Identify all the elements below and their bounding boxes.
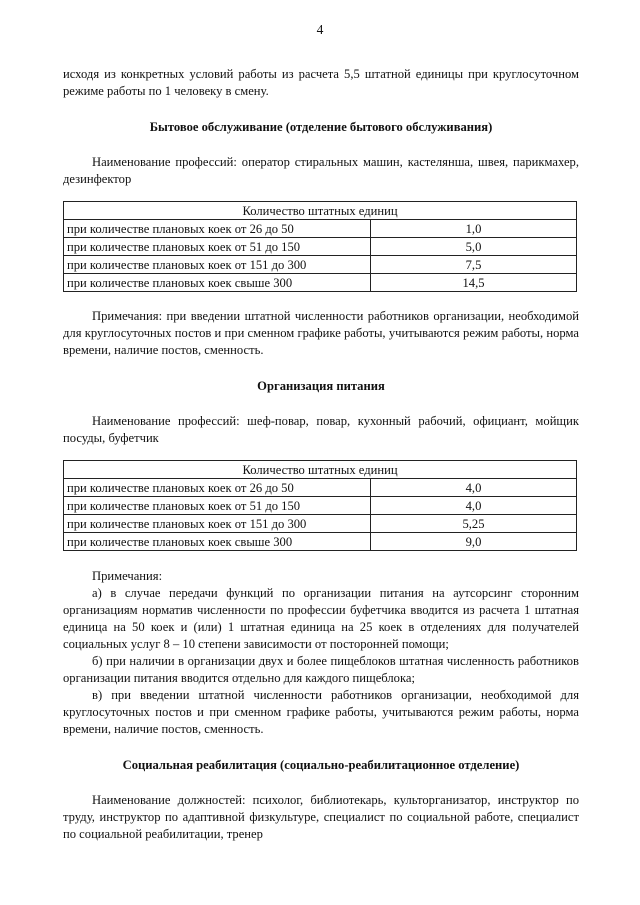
row-label: при количестве плановых коек от 151 до 300 — [64, 256, 371, 274]
staff-table-catering — [63, 460, 577, 551]
row-value: 4,0 — [371, 479, 577, 497]
table-row — [64, 274, 577, 292]
page-number: 4 — [316, 22, 324, 37]
note-item-a: а) в случае передачи функций по организации питания на аутсорсинг сторонним организациям норматив численности по профессии буфетчика вводится из расчета 1 штатная единица на 50 коек и (или) 1 штатная единица на 25 коек в отделениях для получателей социальных услуг 8 – 10 степени зависимости от посторонней помощи; — [63, 586, 579, 651]
row-value: 4,0 — [371, 497, 577, 515]
row-value: 5,25 — [371, 515, 577, 533]
section-heading-household: Бытовое обслуживание (отделение бытового обслуживания) — [149, 120, 493, 134]
table-row — [64, 515, 577, 533]
row-value: 1,0 — [371, 220, 577, 238]
row-label: при количестве плановых коек от 26 до 50 — [64, 220, 371, 238]
professions-household: Наименование профессий: оператор стиральных машин, кастелянша, швея, парикмахер, дезинфектор — [63, 155, 579, 186]
section-heading-catering: Организация питания — [257, 379, 385, 393]
row-label: при количестве плановых коек свыше 300 — [64, 274, 371, 292]
staff-table-household — [63, 201, 577, 292]
table-header-row — [64, 202, 577, 220]
table-row — [64, 479, 577, 497]
table-row — [64, 533, 577, 551]
table-header: Количество штатных единиц — [64, 461, 577, 479]
table-header-row — [64, 461, 577, 479]
positions-rehabilitation: Наименование должностей: психолог, библиотекарь, культорганизатор, инструктор по труду, инструктор по адаптивной физкультуре, специалист по социальной работе, специалист по социальной реабилитации, тренер — [63, 793, 579, 841]
intro-paragraph: исходя из конкретных условий работы из расчета 5,5 штатной единицы при круглосуточном режиме работы по 1 человеку в смену. — [63, 67, 579, 98]
row-label: при количестве плановых коек от 51 до 150 — [64, 238, 371, 256]
note-item-b: б) при наличии в организации двух и более пищеблоков штатная численность работников организации питания вводится отдельно для каждого пищеблока; — [63, 654, 579, 685]
row-label: при количестве плановых коек от 26 до 50 — [64, 479, 371, 497]
row-label: при количестве плановых коек от 151 до 300 — [64, 515, 371, 533]
row-label: при количестве плановых коек свыше 300 — [64, 533, 371, 551]
row-value: 5,0 — [371, 238, 577, 256]
row-value: 7,5 — [371, 256, 577, 274]
row-value: 14,5 — [371, 274, 577, 292]
professions-catering: Наименование профессий: шеф-повар, повар, кухонный рабочий, официант, мойщик посуды, буфетчик — [63, 414, 579, 445]
note-item-c: в) при введении штатной численности работников организации, необходимой для круглосуточных постов и при сменном графике работы, учитываются режим работы, норма времени, наличие постов, сменность. — [63, 688, 579, 736]
table-row — [64, 220, 577, 238]
table-header: Количество штатных единиц — [64, 202, 577, 220]
document-body — [63, 66, 579, 843]
table-row — [64, 238, 577, 256]
row-label: при количестве плановых коек от 51 до 150 — [64, 497, 371, 515]
notes-title-catering: Примечания: — [92, 569, 163, 583]
row-value: 9,0 — [371, 533, 577, 551]
section-heading-rehabilitation: Социальная реабилитация (социально-реабилитационное отделение) — [122, 758, 520, 772]
table-row — [64, 256, 577, 274]
note-household: Примечания: при введении штатной численности работников организации, необходимой для круглосуточных постов и при сменном графике работы, учитываются режим работы, норма времени, наличие постов, сменность. — [63, 309, 579, 357]
table-row — [64, 497, 577, 515]
